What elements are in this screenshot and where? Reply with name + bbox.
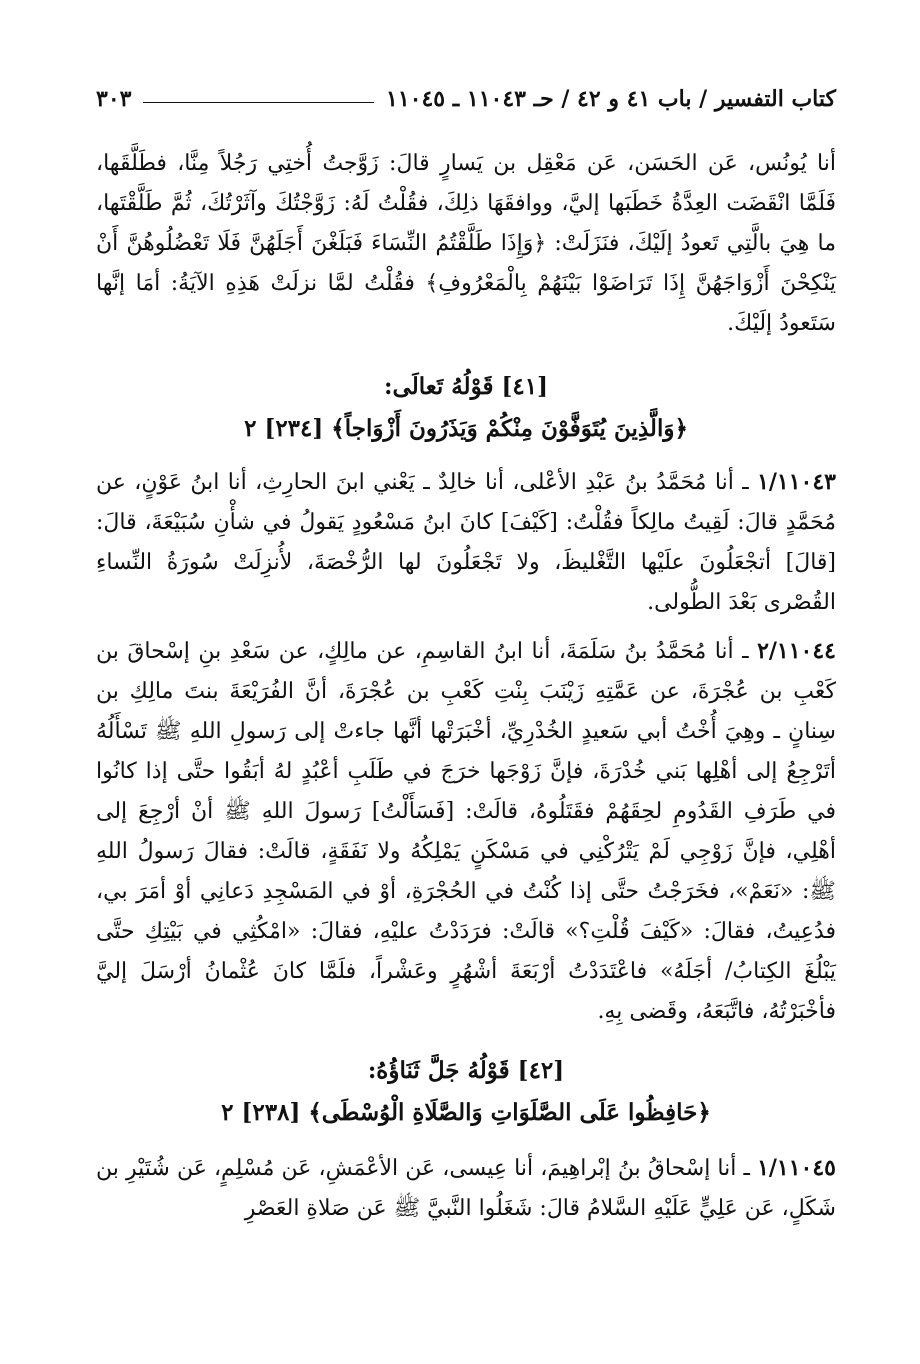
header-rule xyxy=(143,102,374,103)
page-number: ٣٠٣ xyxy=(96,86,132,112)
hadith-number: ١/١١٠٤٥ xyxy=(757,1155,836,1181)
running-header xyxy=(96,82,836,116)
hadith-text: ـ أنا إسْحاقُ بنُ إبْراهِيمَ، أنا عِيسى، عَن الأعْمَشِ، عَن مُسْلِمٍ، عَن شُتَيْرِ بن شَكَلٍ، عَن عَلِيٍّ عَلَيْهِ السَّلامُ قالَ: شَغَلُوا النَّبيَّ ﷺ عَن صَلاةِ العَصْرِ xyxy=(96,1156,836,1221)
section-42-title: [٤٢] قَوْلُهُ جَلَّ ثَنَاؤُهُ: xyxy=(367,1057,565,1084)
section-41-title: [٤١] قَوْلُهُ تَعالَى: xyxy=(384,373,548,400)
hadith-number: ١/١١٠٤٣ xyxy=(757,469,836,495)
book-page xyxy=(96,82,836,1229)
header-title: كتاب التفسير / باب ٤١ و ٤٢ / حـ ١١٠٤٣ ـ ١١٠٤٥ xyxy=(386,86,836,112)
hadith-11043 xyxy=(96,462,836,623)
section-42-verse: ﴿حَافِظُوا عَلَى الصَّلَوَاتِ وَالصَّلَاةِ الْوُسْطَى﴾ [٢٣٨] ٢ xyxy=(221,1099,711,1126)
section-41-verse: ﴿وَالَّذِينَ يُتَوَفَّوْنَ مِنْكُمْ وَيَذَرُونَ أَزْوَاجاً﴾ [٢٣٤] ٢ xyxy=(244,415,688,442)
hadith-11045 xyxy=(96,1148,836,1229)
hadith-text: ـ أنا مُحَمَّدُ بنُ عَبْدِ الأعْلى، أنا خالِدٌ ـ يَعْني ابنَ الحارِثِ، أنا ابنُ عَوْنٍ، عن مُحَمَّدٍ قالَ: لَقِيتُ مالِكاً فقُلْتُ: [كَيْفَ] كانَ ابنُ مَسْعُودٍ يَقولُ في شأْنِ سُبَيْعَةَ، قالَ: [قالَ] أتجْعَلُونَ علَيْها التَّغْليظَ، ولا تَجْعَلُونَ لها الرُّخْصَةَ، لأُنزِلَتْ سُورَةُ النِّساءِ القُصْرى بَعْدَ الطُّولى. xyxy=(96,470,836,615)
hadith-number: ٢/١١٠٤٤ xyxy=(757,638,836,664)
paragraph-continuation: أنا يُونُس، عَن الحَسَن، عَن مَعْقِل بن يَسارٍ قالَ: زَوَّجتُ أُختِي رَجُلاً مِنَّا، فطَلَّقَها، فَلَمَّا انْقَضَت العِدَّةُ خَطَبَها إليَّ، ووافقَهَا ذلِكَ، فقُلْتُ لَهُ: زَوَّجْتُكَ وآثَرْتُكَ، ثُمَّ طَلَّقْتَها، ما هِيَ بالَّتِي تَعودُ إلَيْكَ، فنَزَلَتْ: ﴿وَإِذَا طَلَّقْتُمُ النِّسَاءَ فَبَلَغْنَ أَجَلَهُنَّ فَلَا تَعْضُلُوهُنَّ أَنْ يَنْكِحْنَ أَزْوَاجَهُنَّ إِذَا تَرَاضَوْا بَيْنَهُمْ بِالْمَعْرُوفِ﴾ فقُلْتُ لمَّا نزلَتْ هَذِهِ الآيَةُ: أمَا إنَّها سَتَعودُ إلَيْكَ. xyxy=(96,151,836,336)
hadith-11044 xyxy=(96,631,836,1032)
hadith-text: ـ أنا مُحَمَّدُ بنُ سَلَمَةَ، أنا ابنُ القاسِمِ، عن مالِكٍ، عن سَعْدِ بنِ إسْحاقَ بن كَعْبِ بن عُجْرَةَ، عن عَمَّتِهِ زَيْنَبَ بِنْتِ كَعْبِ بن عُجْرَةَ، أنَّ الفُرَيْعَةَ بنتَ مالِكِ بن سِنانٍ ـ وهِيَ أُخْتُ أبي سَعيدٍ الخُدْرِيِّ، أخْبَرَتْها أنَّها جاءتْ إلى رَسولِ اللهِ ﷺ تَسْأَلُهُ أتَرْجِعُ إلى أهْلِها بَني خُدْرَةَ، فإنَّ زَوْجَها خرَجَ في طَلَبِ أعْبُدٍ لهُ أبَقُوا حتَّى إذا كانُوا في طَرَفِ القَدُومِ لحِقَهُمْ فقَتَلُوهُ، قالَتْ: [فَسَأَلْتُ] رَسولَ اللهِ ﷺ أنْ أرْجِعَ إلى أهْلِي، فإنَّ زَوْجِي لَمْ يَتْرُكْنِي في مَسْكَنٍ يَمْلِكُهُ ولا نَفَقَةٍ، قالَتْ: فقالَ رَسولُ اللهِ ﷺ: «نَعَمْ»، فخَرَجْتُ حتَّى إذا كُنْتُ في الحُجْرَةِ، أوْ في المَسْجِدِ دَعانِي أوْ أمَرَ بي، فدُعِيتُ، فقالَ: «كَيْفَ قُلْتِ؟» قالَتْ: فرَدَدْتُ عليْهِ، فقالَ: «امْكُثِي في بَيْتِكِ حتَّى يَبْلُغَ الكِتابُ/ أجَلَهُ» فاعْتَدَدْتُ أرْبَعَةَ أشْهُرٍ وعَشْراً، فلَمَّا كانَ عُثْمانُ أرْسَلَ إليَّ فأخْبَرْتُهُ، فاتَّبَعَهُ، وقَضى بِهِ. xyxy=(96,639,836,1024)
